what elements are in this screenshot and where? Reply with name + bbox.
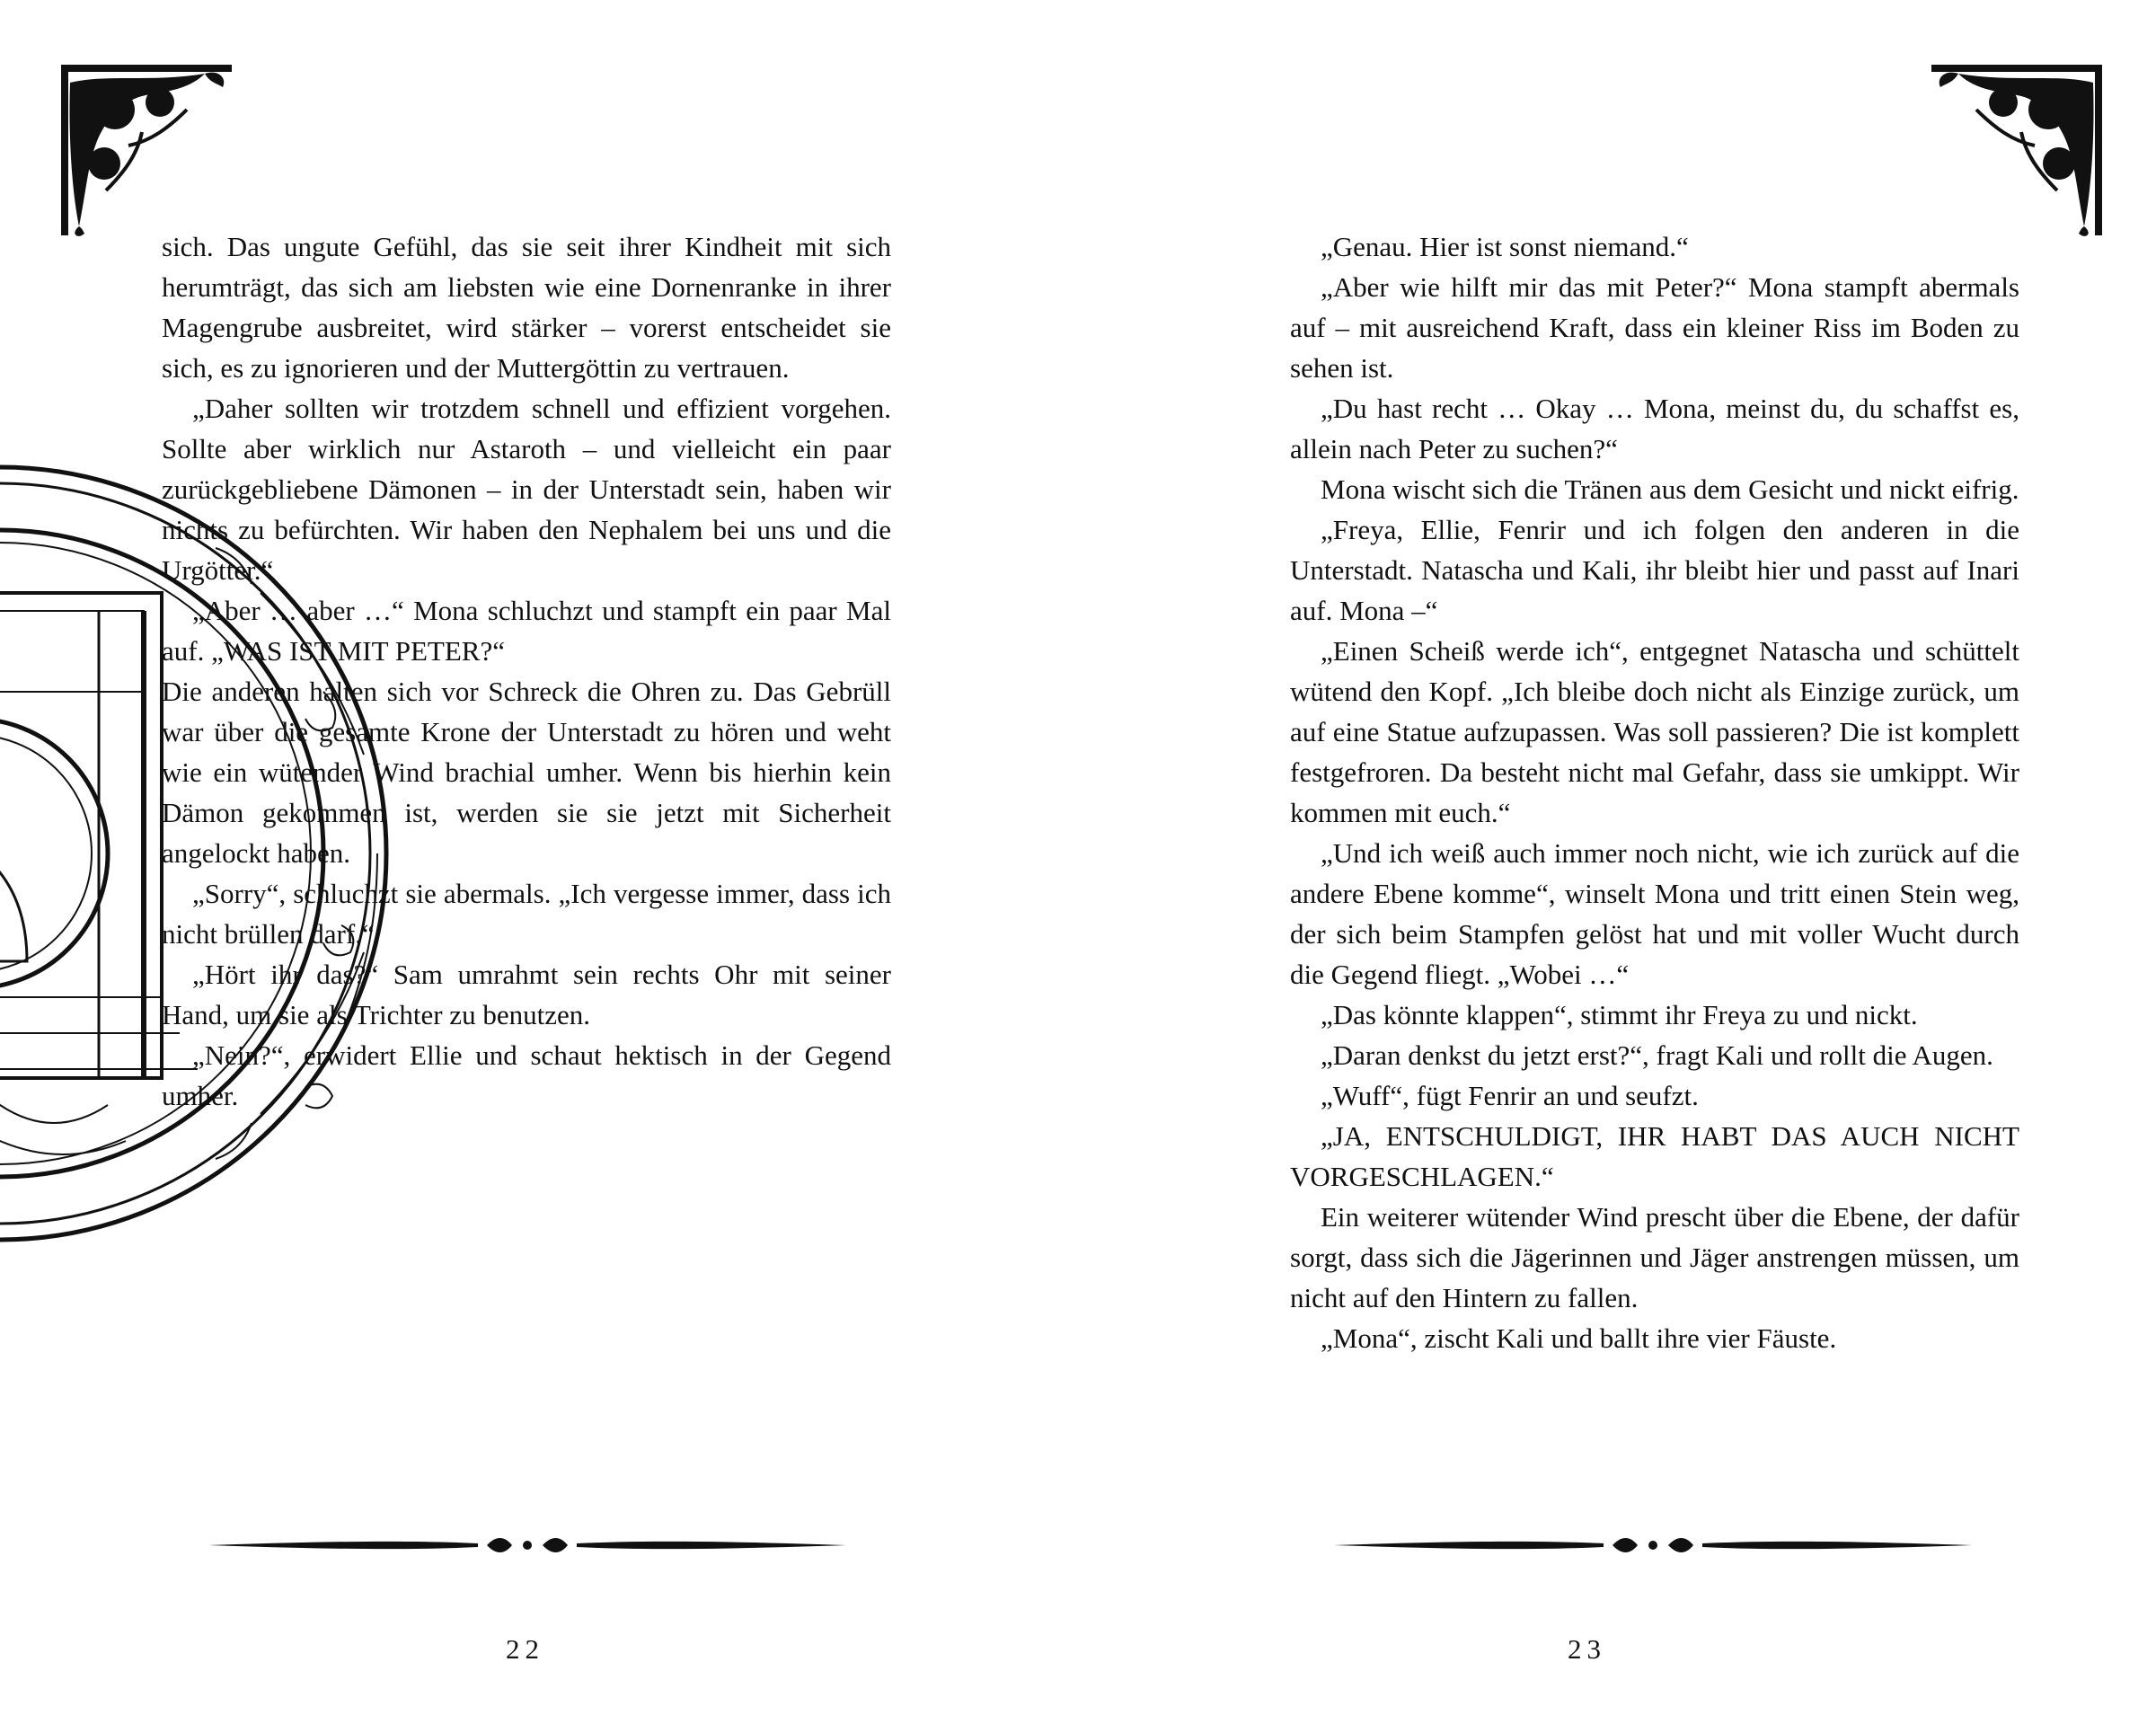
right-page [1078, 0, 2156, 1715]
paragraph: „Das könnte klappen“, stimmt ihr Freya zu und nickt. [1321, 999, 1918, 1030]
paragraph: „Genau. Hier ist sonst niemand.“ [1321, 231, 1689, 262]
left-page-text [162, 226, 891, 1116]
paragraph: „Einen Scheiß werde ich“, entgegnet Natascha und schüttelt wütend den Kopf. „Ich bleibe doch nicht als Einzige zurück, um auf eine Statue aufzupassen. Was soll passieren? Die ist komplett festgefroren. Da besteht nicht mal Gefahr, dass sie umkippt. Wir kommen mit euch.“ [1290, 635, 2019, 828]
paragraph: „Aber wie hilft mir das mit Peter?“ Mona stampft abermals auf – mit ausreichend Kraft, dass ein kleiner Riss im Boden zu sehen ist. [1290, 271, 2019, 384]
paragraph: „Aber … aber …“ Mona schluchzt und stampft ein paar Mal auf. „WAS IST MIT PETER?“ [162, 595, 891, 667]
paragraph: „Du hast recht … Okay … Mona, meinst du, du schaffst es, allein nach Peter zu suchen?“ [1290, 393, 2019, 464]
paragraph: Ein weiterer wütender Wind prescht über die Ebene, der dafür sorgt, dass sich die Jägerinnen und Jäger anstrengen müssen, um nicht auf den Hintern zu fallen. [1290, 1201, 2019, 1313]
page-number: 23 [1568, 1633, 1606, 1665]
floral-corner-ornament [1922, 56, 2111, 244]
paragraph: „Daran denkst du jetzt erst?“, fragt Kali und rollt die Augen. [1321, 1039, 1993, 1071]
right-page-text [1290, 226, 2019, 1358]
paragraph: „Und ich weiß auch immer noch nicht, wie ich zurück auf die andere Ebene komme“, winselt Mona und tritt einen Stein weg, der sich beim Stampfen gelöst hat und mit voller Wucht durch die Gegend fliegt. „Wobei …“ [1290, 837, 2019, 990]
paragraph: Die anderen halten sich vor Schreck die Ohren zu. Das Gebrüll war über die gesamte Krone der Unterstadt zu hören und weht wie ein wütender Wind brachial umher. Wenn bis hierhin kein Dämon gekommen ist, werden sie sie jetzt mit Sicherheit angelockt haben. [162, 676, 891, 869]
floral-corner-ornament [52, 56, 241, 244]
paragraph: „Daher sollten wir trotzdem schnell und effizient vorgehen. Sollte aber wirklich nur Astaroth – und vielleicht ein paar zurückgebliebene Dämonen – in der Unterstadt sein, haben wir nichts zu befürchten. Wir haben den Nephalem bei uns und die Urgötter.“ [162, 393, 891, 586]
paragraph: „Mona“, zischt Kali und ballt ihre vier Fäuste. [1321, 1322, 1837, 1354]
paragraph: „JA, ENTSCHULDIGT, IHR HABT DAS AUCH NICHT VORGESCHLAGEN.“ [1290, 1120, 2019, 1192]
paragraph: sich. Das ungute Gefühl, das sie seit ihrer Kindheit mit sich herumträgt, das sich am liebsten wie eine Dornenranke in ihrer Magengrube ausbreitet, wird stärker – vorerst entscheidet sie sich, es zu ignorieren und der Muttergöttin zu vertrauen. [162, 231, 891, 384]
flourish-divider [1334, 1527, 1972, 1563]
paragraph: „Sorry“, schluchzt sie abermals. „Ich vergesse immer, dass ich nicht brüllen darf.“ [162, 878, 891, 950]
page-number: 22 [506, 1633, 544, 1665]
paragraph: Mona wischt sich die Tränen aus dem Gesicht und nickt eifrig. [1321, 473, 2019, 505]
paragraph: „Nein?“, erwidert Ellie und schaut hektisch in der Gegend umher. [162, 1039, 891, 1111]
paragraph: „Wuff“, fügt Fenrir an und seufzt. [1321, 1080, 1699, 1111]
flourish-divider [208, 1527, 846, 1563]
paragraph: „Hört ihr das?“ Sam umrahmt sein rechts Ohr mit seiner Hand, um sie als Trichter zu benutzen. [162, 959, 891, 1030]
paragraph: „Freya, Ellie, Fenrir und ich folgen den anderen in die Unterstadt. Natascha und Kali, ihr bleibt hier und passt auf Inari auf. Mona –“ [1290, 514, 2019, 626]
